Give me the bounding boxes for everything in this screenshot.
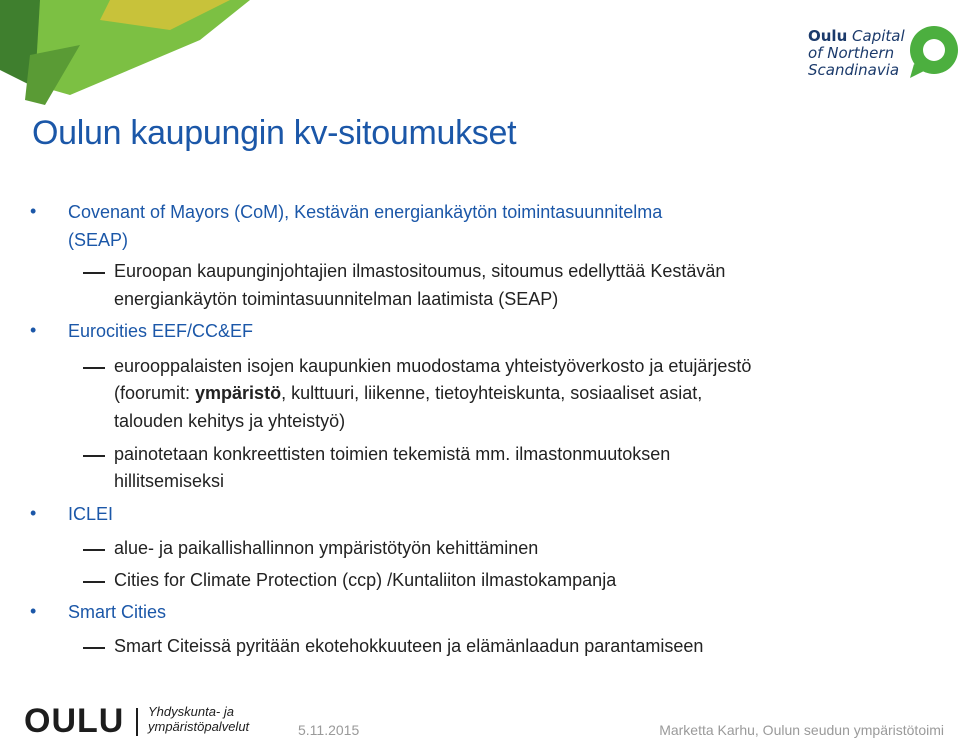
forums-prefix: (foorumit: (114, 383, 196, 403)
bullet-icon: • (30, 320, 37, 340)
list-item-iclei: ICLEI (68, 504, 114, 524)
list-item-eurocities: Eurocities EEF/CC&EF (68, 321, 254, 341)
bullet-icon: • (30, 503, 37, 523)
footer-unit (148, 704, 249, 734)
dash-icon (83, 367, 105, 369)
logo-text (808, 28, 905, 79)
sub-item-eurocities-line2 (114, 380, 702, 406)
footer-unit-line2: ympäristöpalvelut (148, 719, 250, 734)
dash-icon (83, 647, 105, 649)
footer-brand: OULU (24, 702, 125, 740)
dash-icon (83, 455, 105, 457)
sub-item-covenant-line1: Euroopan kaupunginjohtajien ilmastositoumus, sitoumus edellyttää Kestävän (114, 261, 726, 281)
bullet-icon: • (30, 201, 37, 221)
list-item-covenant-line2: (SEAP) (68, 230, 129, 250)
sub-item-smart-cities: Smart Citeissä pyritään ekotehokkuuteen ja elämänlaadun parantamiseen (114, 636, 704, 656)
sub-item-covenant-line2: energiankäytön toimintasuunnitelman laatimista (SEAP) (114, 289, 559, 309)
page-title: Oulun kaupungin kv-sitoumukset (32, 114, 517, 152)
list-item-covenant-line1: Covenant of Mayors (CoM), Kestävän energiankäytön toimintasuunnitelma (68, 202, 663, 222)
footer-logo-divider (136, 708, 138, 736)
dash-icon (83, 549, 105, 551)
sub-item-iclei-2: Cities for Climate Protection (ccp) /Kuntaliiton ilmastokampanja (114, 570, 617, 590)
sub-item-iclei-1: alue- ja paikallishallinnon ympäristötyön kehittäminen (114, 538, 539, 558)
footer-date: 5.11.2015 (298, 722, 360, 738)
footer-oulu-logo (24, 700, 264, 740)
footer-author: Marketta Karhu, Oulun seudun ympäristötoimi (659, 722, 944, 738)
sub-item-eurocities2-line2: hillitsemiseksi (114, 471, 225, 491)
logo-line-3: Scandinavia (808, 61, 900, 79)
logo-line-2: of Northern (808, 44, 895, 62)
sub-item-eurocities2-line1: painotetaan konkreettisten toimien tekemistä mm. ilmastonmuutoksen (114, 444, 671, 464)
sub-item-eurocities-line1: eurooppalaisten isojen kaupunkien muodostama yhteistyöverkosto ja etujärjestö (114, 356, 752, 376)
speech-bubble-logo-icon (904, 24, 960, 80)
decorative-corner-shapes (0, 0, 270, 110)
dash-icon (83, 272, 105, 274)
oulu-capital-logo (800, 24, 960, 84)
footer-unit-line1: Yhdyskunta- ja (148, 704, 234, 719)
forums-environment-bold: ympäristö (195, 383, 282, 403)
forums-rest: , kulttuuri, liikenne, tietoyhteiskunta, sosiaaliset asiat, (281, 383, 703, 403)
dash-icon (83, 581, 105, 583)
list-item-smart-cities: Smart Cities (68, 602, 167, 622)
sub-item-eurocities-line3: talouden kehitys ja yhteistyö) (114, 411, 346, 431)
logo-word-capital: Capital (852, 27, 905, 45)
logo-word-oulu: Oulu (808, 27, 848, 45)
bullet-icon: • (30, 601, 37, 621)
